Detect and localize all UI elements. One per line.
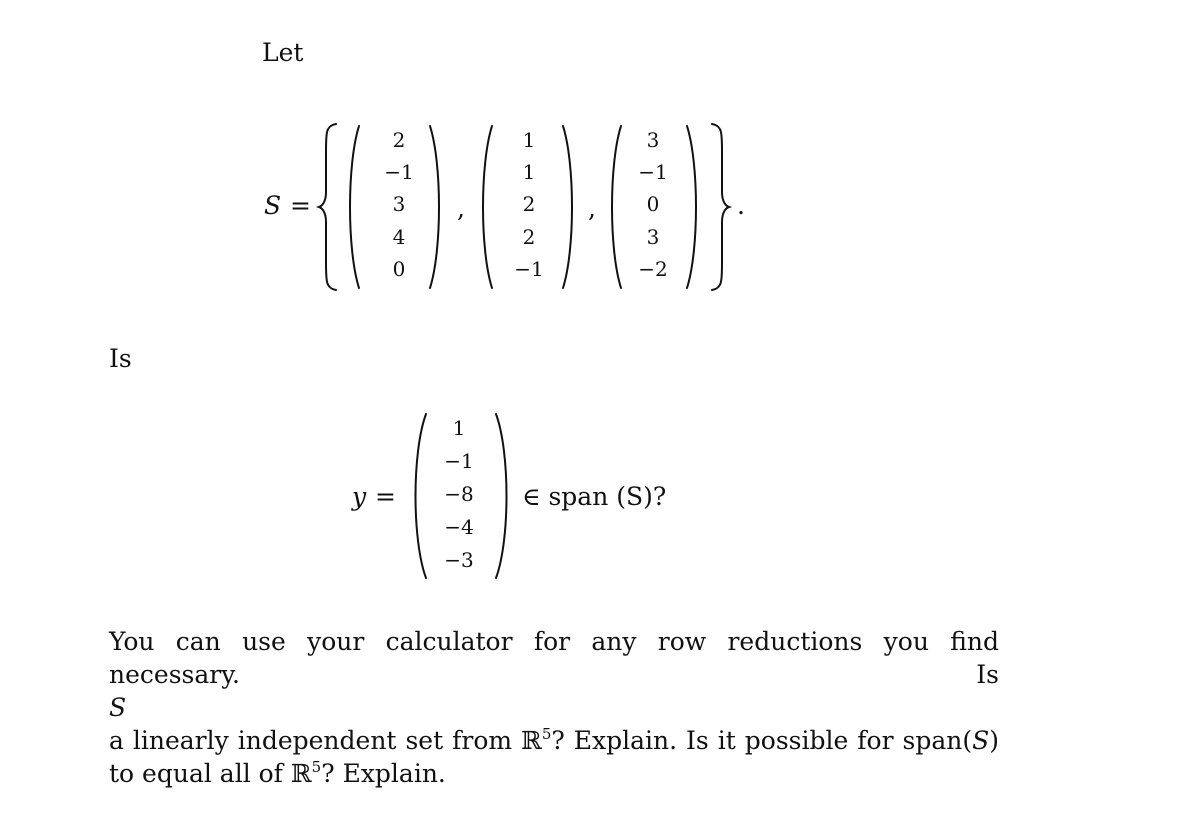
is-label: Is bbox=[109, 344, 132, 373]
vector-y-entry: 1 bbox=[452, 416, 466, 440]
span-membership-question: ∈ span (S)? bbox=[522, 482, 667, 511]
set-left-brace bbox=[318, 122, 338, 292]
question-line-3 bbox=[109, 757, 999, 790]
vector3-entry: 3 bbox=[646, 128, 660, 152]
question-paragraph bbox=[109, 625, 999, 790]
question-line-2-rest: ? Explain. Is it possible for span( bbox=[551, 726, 973, 755]
vector2-left-paren bbox=[478, 124, 494, 290]
vector3-right-paren bbox=[685, 124, 701, 290]
vector3-left-paren bbox=[607, 124, 623, 290]
vector2-entry: 1 bbox=[522, 128, 536, 152]
vector2-entry: −1 bbox=[514, 257, 544, 281]
question-line-2 bbox=[109, 691, 999, 757]
question-line-2-text: a linearly independent set from ℝ bbox=[109, 726, 542, 755]
set-s-equals: = bbox=[290, 191, 311, 220]
vector3-entry: 3 bbox=[646, 225, 660, 249]
vector3-entry: −2 bbox=[638, 257, 668, 281]
question-line-2-end: ) bbox=[989, 726, 999, 755]
vector2-entry: 2 bbox=[522, 225, 536, 249]
vector-y-entry: −3 bbox=[444, 548, 474, 572]
question-line-3-rest: ? Explain. bbox=[321, 759, 446, 788]
vector2-entry: 2 bbox=[522, 192, 536, 216]
vector3-entry: 0 bbox=[646, 192, 660, 216]
vector-y-entry: −8 bbox=[444, 482, 474, 506]
vector1-entry: 3 bbox=[392, 192, 406, 216]
exponent: 5 bbox=[311, 758, 322, 776]
vector1-left-paren bbox=[345, 124, 361, 290]
set-s-name: S bbox=[264, 191, 282, 220]
exponent: 5 bbox=[541, 725, 552, 743]
set-s-inline: S bbox=[972, 726, 990, 755]
let-label: Let bbox=[262, 38, 304, 67]
set-end-period: . bbox=[737, 191, 745, 220]
vector-y-entry: −4 bbox=[444, 515, 474, 539]
set-right-brace bbox=[710, 122, 730, 292]
vector1-entry: 2 bbox=[392, 128, 406, 152]
vector2-entry: 1 bbox=[522, 160, 536, 184]
vector-separator: , bbox=[588, 194, 596, 223]
question-line-3-text: to equal all of ℝ bbox=[109, 759, 312, 788]
vector-y-left-paren bbox=[410, 412, 428, 580]
question-line-1: You can use your calculator for any row reductions you find necessary. Is bbox=[109, 627, 999, 689]
vector1-entry: 0 bbox=[392, 257, 406, 281]
vector1-right-paren bbox=[428, 124, 444, 290]
vector3-entry: −1 bbox=[638, 160, 668, 184]
vector1-entry: 4 bbox=[392, 225, 406, 249]
vector-y-equals: = bbox=[375, 482, 396, 511]
vector-y-entry: −1 bbox=[444, 449, 474, 473]
vector1-entry: −1 bbox=[384, 160, 414, 184]
vector-separator: , bbox=[457, 194, 465, 223]
vector-y-right-paren bbox=[494, 412, 512, 580]
vector-y-name: y bbox=[352, 482, 367, 511]
vector2-right-paren bbox=[561, 124, 577, 290]
set-s-inline: S bbox=[109, 693, 127, 722]
